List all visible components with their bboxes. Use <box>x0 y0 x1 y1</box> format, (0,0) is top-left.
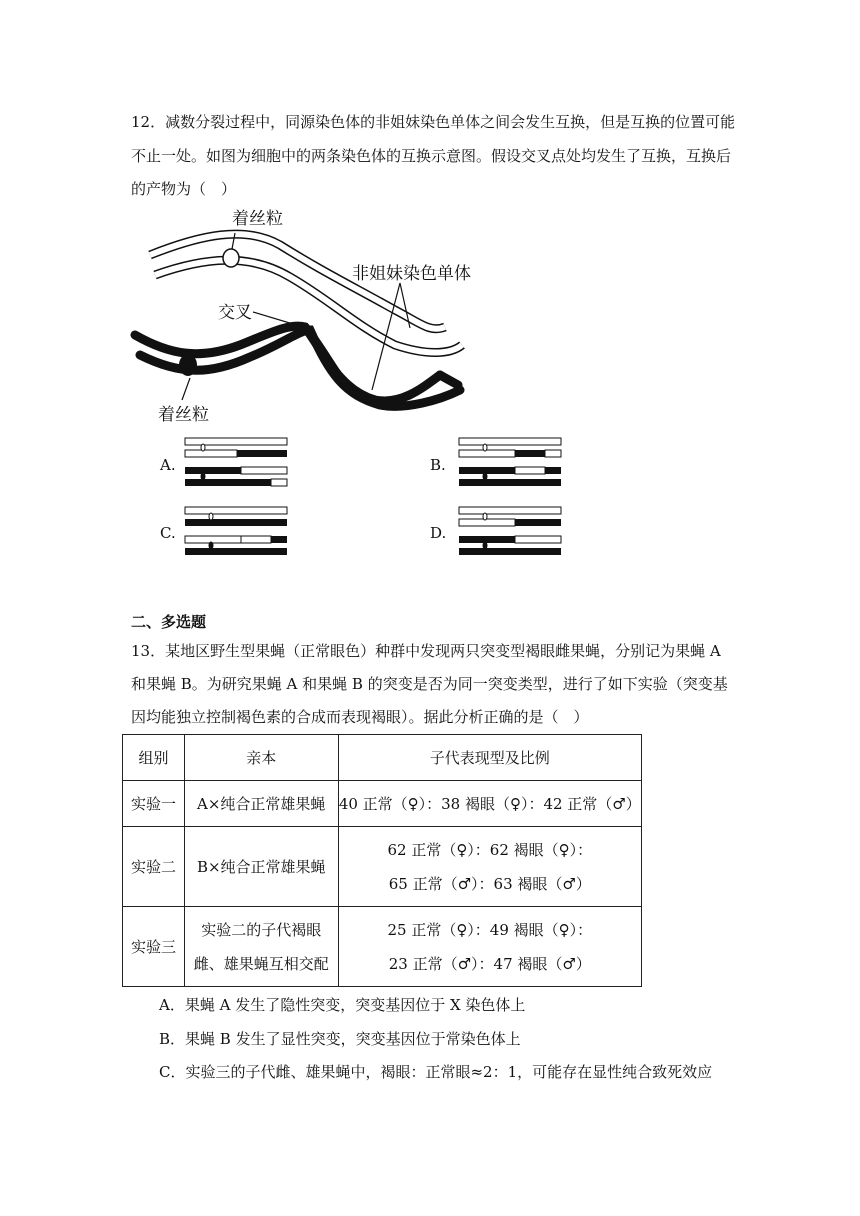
q12-option-b-label: B. <box>430 456 446 474</box>
table-cell-result <box>338 907 641 987</box>
parent-line: 雌、雄果蝇互相交配 <box>193 954 329 973</box>
q12-option-d-label: D. <box>430 524 447 542</box>
table-row <box>123 781 642 827</box>
result-line: 25 正常（♀）：49 褐眼（♀）： <box>387 920 593 939</box>
q12-line-3: 的产物为（ ） <box>131 180 237 198</box>
option-a-diagram <box>183 437 293 487</box>
option-c-diagram <box>183 506 293 556</box>
q13-line-3: 因均能独立控制褐色素的合成而表现褐眼）。据此分析正确的是（ ） <box>131 708 589 726</box>
table-row <box>123 907 642 987</box>
q12-option-c-label: C. <box>160 524 176 542</box>
table-cell-group: 实验二 <box>123 827 185 907</box>
result-line: 23 正常（♂）：47 褐眼（♂） <box>388 954 591 973</box>
table-header-cell: 组别 <box>123 735 185 781</box>
label-chiasma: 交叉 <box>218 303 252 323</box>
result-line: 65 正常（♂）：63 褐眼（♂） <box>388 874 591 893</box>
table-row <box>123 827 642 907</box>
q12-option-a-label: A. <box>160 456 176 474</box>
centromere-black <box>179 354 197 376</box>
experiment-table <box>122 734 642 987</box>
option-d-diagram <box>457 506 567 556</box>
table-header-cell: 亲本 <box>184 735 338 781</box>
label-centromere-bottom: 着丝粒 <box>158 405 209 425</box>
q13-option-c: C．实验三的子代雌、雄果蝇中，褐眼：正常眼≈2：1，可能存在显性纯合致死效应 <box>159 1063 713 1081</box>
centromere-white <box>223 249 239 267</box>
section-title: 二、多选题 <box>131 613 207 631</box>
q13-line-2: 和果蝇 B。为研究果蝇 A 和果蝇 B 的突变是否为同一突变类型，进行了如下实验（突变基 <box>131 675 728 693</box>
table-cell-parent: B×纯合正常雄果蝇 <box>184 827 338 907</box>
table-cell-group: 实验一 <box>123 781 185 827</box>
table-cell-group: 实验三 <box>123 907 185 987</box>
label-centromere-top: 着丝粒 <box>232 209 283 229</box>
result-line: 62 正常（♀）：62 褐眼（♀）： <box>387 840 593 859</box>
q13-line-1: 13．某地区野生型果蝇（正常眼色）种群中发现两只突变型褐眼雌果蝇，分别记为果蝇 A <box>131 642 721 660</box>
q13-option-a: A．果蝇 A 发生了隐性突变，突变基因位于 X 染色体上 <box>159 996 526 1014</box>
table-header-row <box>123 735 642 781</box>
option-b-diagram <box>457 437 567 487</box>
table-cell-result <box>338 827 641 907</box>
table-cell-parent <box>184 907 338 987</box>
q12-line-1: 12．减数分裂过程中，同源染色体的非姐妹染色单体之间会发生互换，但是互换的位置可能 <box>131 113 736 131</box>
table-cell-parent: A×纯合正常雄果蝇 <box>184 781 338 827</box>
chromosome-crossover-figure <box>0 205 860 435</box>
table-cell-result: 40 正常（♀）：38 褐眼（♀）：42 正常（♂） <box>338 781 641 827</box>
q13-option-b: B．果蝇 B 发生了显性突变，突变基因位于常染色体上 <box>159 1030 521 1048</box>
label-non-sister-chromatid: 非姐妹染色单体 <box>352 264 471 284</box>
q12-line-2: 不止一处。如图为细胞中的两条染色体的互换示意图。假设交叉点处均发生了互换，互换后 <box>131 147 732 165</box>
parent-line: 实验二的子代褐眼 <box>201 920 322 939</box>
table-header-cell: 子代表现型及比例 <box>338 735 641 781</box>
